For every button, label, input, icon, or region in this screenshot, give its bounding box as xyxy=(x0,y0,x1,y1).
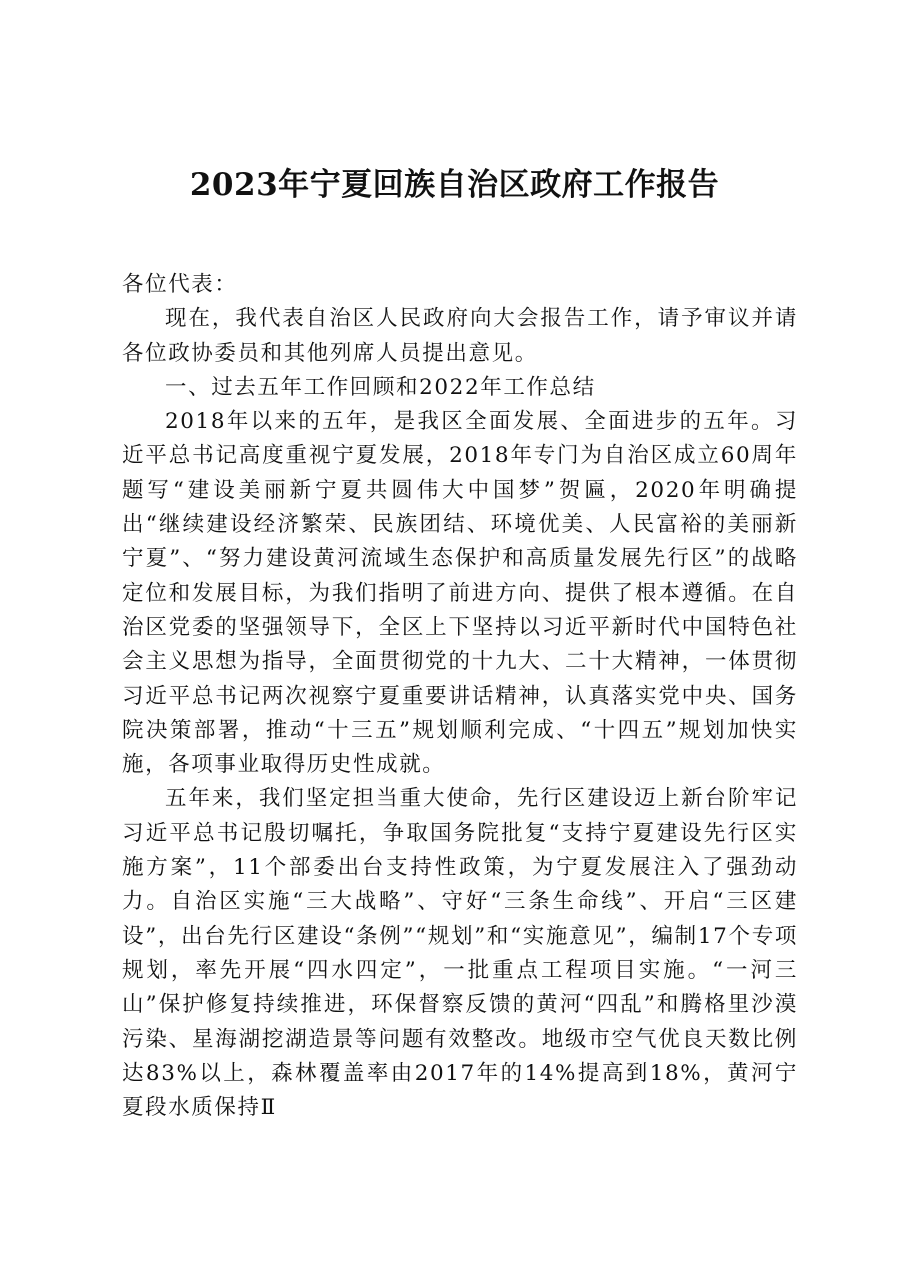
salutation: 各位代表： xyxy=(122,272,238,297)
document-title: 2023年宁夏回族自治区政府工作报告 xyxy=(189,167,720,203)
paragraph-opening: 现在，我代表自治区人民政府向大会报告工作，请予审议并请各位政协委员和其他列席人员提出意见。 xyxy=(122,306,798,366)
paragraph-five-years: 2018年以来的五年，是我区全面发展、全面进步的五年。习近平总书记高度重视宁夏发展，2018年专门为自治区成立60周年题写“建设美丽新宁夏共圆伟大中国梦”贺匾，2020年明确提出“继续建设经济繁荣、民族团结、环境优美、人民富裕的美丽新宁夏”、“努力建设黄河流域生态保护和高质量发展先行区”的战略定位和发展目标，为我们指明了前进方向、提供了根本遵循。在自治区党委的坚强领导下，全区上下坚持以习近平新时代中国特色社会主义思想为指导，全面贯彻党的十九大、二十大精神，一体贯彻习近平总书记两次视察宁夏重要讲话精神，认真落实党中央、国务院决策部署，推动“十三五”规划顺利完成、“十四五”规划加快实施，各项事业取得历史性成就。 xyxy=(122,409,798,778)
section-heading: 一、过去五年工作回顾和2022年工作总结 xyxy=(165,374,596,400)
paragraph-pilot-zone: 五年来，我们坚定担当重大使命，先行区建设迈上新台阶牢记习近平总书记殷切嘱托，争取国务院批复“支持宁夏建设先行区实施方案”，11个部委出台支持性政策，为宁夏发展注入了强劲动力。自治区实施“三大战略”、守好“三条生命线”、开启“三区建设”，出台先行区建设“条例”“规划”和“实施意见”，编制17个专项规划，率先开展“四水四定”，一批重点工程项目实施。“一河三山”保护修复持续推进，环保督察反馈的黄河“四乱”和腾格里沙漠污染、星海湖挖湖造景等问题有效整改。地级市空气优良天数比例达83%以上，森林覆盖率由2017年的14%提高到18%，黄河宁夏段水质保持Ⅱ xyxy=(122,786,798,1121)
document-body xyxy=(122,268,798,1125)
